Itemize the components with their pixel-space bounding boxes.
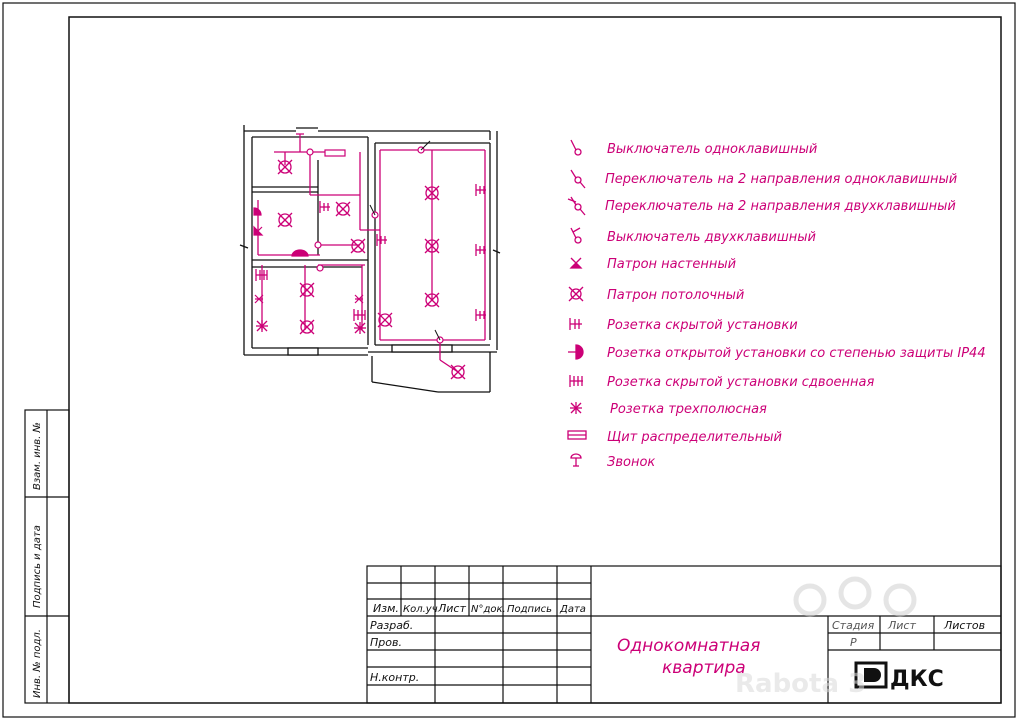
switch-2way-double-icon xyxy=(568,197,585,215)
row-n-kontr: Н.контр. xyxy=(370,671,420,684)
ceiling-lamp xyxy=(336,202,350,216)
hdr-izm: Изм. xyxy=(373,602,399,615)
logo-text: ДКС xyxy=(890,667,944,692)
sheets-label: Листов xyxy=(944,619,986,632)
ceiling-lamp xyxy=(451,365,465,379)
stamp-inv-podl: Инв. № подл. xyxy=(32,629,43,698)
legend-label: Переключатель на 2 направления двухклавишный xyxy=(605,199,956,214)
legend-label: Выключатель одноклавишный xyxy=(607,142,818,157)
legend-label: Розетка скрытой установки xyxy=(607,318,798,333)
legend-label: Патрон потолочный xyxy=(607,288,745,303)
wall-lamp xyxy=(255,295,263,303)
socket-ip44 xyxy=(292,250,308,256)
legend-symbols xyxy=(568,140,586,466)
stamp-podpis-data: Подпись и дата xyxy=(32,525,43,608)
legend-label: Щит распределительный xyxy=(607,430,782,445)
wall-lamp xyxy=(355,295,363,303)
socket-3pole xyxy=(354,322,366,334)
socket-ip44-icon xyxy=(568,345,583,359)
title-line1: Однокомнатная xyxy=(617,636,761,656)
switch-double-icon xyxy=(571,228,581,243)
legend-labels xyxy=(605,142,986,470)
hdr-n-dok: N°док. xyxy=(471,604,506,615)
plan-filled-marks xyxy=(254,134,363,303)
distribution-board xyxy=(325,150,345,156)
switch-2way-single-icon xyxy=(571,170,585,188)
socket-3pole-icon xyxy=(570,402,582,414)
hdr-podpis: Подпись xyxy=(507,604,552,615)
switch xyxy=(317,265,323,271)
doorbell-icon xyxy=(571,454,581,466)
legend-label: Розетка открытой установки со степенью защиты IP44 xyxy=(607,346,986,361)
floor-plan xyxy=(240,125,500,392)
socket-ip44 xyxy=(254,208,261,215)
distribution-board-icon xyxy=(568,431,586,439)
row-razrab: Разраб. xyxy=(370,619,414,632)
legend-label: Переключатель на 2 направления одноклавишный xyxy=(605,172,958,187)
legend-label: Розетка скрытой установки сдвоенная xyxy=(607,375,875,390)
stage-label: Стадия xyxy=(832,619,875,632)
socket-3pole xyxy=(256,320,268,332)
dks-logo xyxy=(856,663,944,692)
switch xyxy=(315,242,321,248)
legend-label: Выключатель двухклавишный xyxy=(607,230,816,245)
legend-label: Патрон настенный xyxy=(607,257,737,272)
row-prov: Пров. xyxy=(370,636,402,649)
legend-label: Розетка трехполюсная xyxy=(610,402,767,417)
title-line2: квартира xyxy=(662,658,746,678)
ceiling-lamp xyxy=(300,283,314,297)
socket-hidden xyxy=(320,201,330,213)
stamp-inv-vzam: Взам. инв. № xyxy=(32,422,43,490)
hdr-data: Дата xyxy=(560,604,586,615)
sheet-label: Лист xyxy=(888,619,916,632)
ceiling-lamp xyxy=(278,213,292,227)
switch-single-icon xyxy=(571,140,581,155)
hdr-kol-uch: Кол.уч xyxy=(403,604,438,615)
socket-double-icon xyxy=(570,375,583,387)
legend-label: Звонок xyxy=(607,455,656,470)
ceiling-lamp xyxy=(351,239,365,253)
socket-hidden xyxy=(377,234,387,246)
watermark-text: Rabota 3 xyxy=(735,669,867,699)
side-stamp xyxy=(25,410,69,703)
wall-lamp-icon xyxy=(571,258,581,268)
socket-double xyxy=(354,309,365,321)
socket-hidden-icon xyxy=(570,318,582,330)
stage-value: Р xyxy=(850,636,857,649)
ceiling-lamp-icon xyxy=(569,287,583,301)
switch xyxy=(307,149,313,155)
hdr-list: Лист xyxy=(438,602,466,615)
ceiling-lamp xyxy=(300,320,314,334)
